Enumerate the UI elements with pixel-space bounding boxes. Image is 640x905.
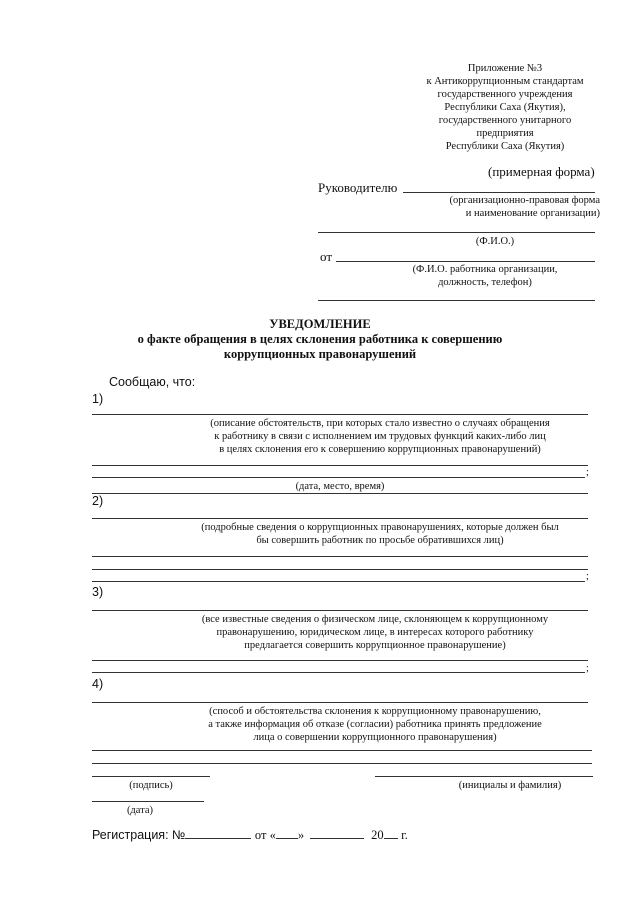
section-4-line [92, 763, 592, 764]
appendix-line: государственного учреждения [437, 89, 573, 100]
registration-day-blank [276, 827, 298, 839]
date-line [92, 801, 204, 802]
section-1-line [92, 414, 588, 415]
fio-caption: (Ф.И.О.) [475, 236, 515, 247]
caption-line: лица о совершении коррупционного правонарушения) [253, 732, 497, 743]
section-number: 4) [92, 677, 104, 691]
org-caption-line: (организационно-правовая форма [449, 195, 600, 206]
section-4-line [92, 702, 588, 703]
section-4-line [92, 750, 592, 751]
appendix-line: Республики Саха (Якутия), [444, 102, 566, 113]
caption-line: правонарушению, юридическом лице, в интересах которого работнику [216, 627, 534, 638]
caption-line: (подробные сведения о коррупционных правонарушениях, которые должен был [201, 522, 559, 533]
caption-line: к работнику в связи с исполнением им трудовых функций каких-либо лиц [214, 431, 546, 442]
semicolon: ; [586, 467, 589, 478]
section-2-caption [170, 521, 590, 547]
head-name-line [403, 192, 595, 193]
section-1-line [92, 477, 585, 478]
appendix-block [400, 62, 610, 153]
caption-line: (способ и обстоятельства склонения к коррупционному правонарушению, [209, 706, 541, 717]
section-3-line [92, 660, 588, 661]
employee-caption [395, 263, 575, 289]
caption-line: бы совершить работник по просьбе обратившихся лиц) [256, 535, 504, 546]
section-number: 1) [92, 392, 104, 406]
signature-line [92, 776, 210, 777]
appendix-line: предприятия [476, 128, 534, 139]
section-2-line [92, 556, 588, 557]
caption-line: (все известные сведения о физическом лице, склоняющем к коррупционному [201, 614, 549, 625]
registration-year-suffix: г. [401, 828, 408, 842]
registration-close-quote: » [297, 828, 305, 842]
document-title [100, 317, 540, 362]
section-3-caption [165, 613, 585, 652]
appendix-line: Приложение №3 [467, 63, 543, 74]
registration-row [92, 827, 408, 843]
section-1-line [92, 465, 588, 466]
title-line-3: коррупционных правонарушений [223, 347, 417, 361]
registration-month-blank [310, 827, 364, 839]
section-1-caption [170, 417, 590, 456]
title-line-2: о факте обращения в целях склонения работника к совершению [137, 332, 503, 346]
org-line [318, 232, 595, 233]
caption-line: а также информация об отказе (согласии) работника принять предложение [208, 719, 542, 730]
caption-line: предлагается совершить коррупционное правонарушение) [244, 640, 506, 651]
signature-caption: (подпись) [129, 780, 173, 791]
employee-line [336, 261, 595, 262]
registration-from: от « [254, 828, 276, 842]
title-line-1: УВЕДОМЛЕНИЕ [269, 317, 371, 331]
date-caption: (дата) [126, 805, 154, 816]
from-label: от [320, 249, 333, 264]
name-caption: (инициалы и фамилия) [458, 780, 562, 791]
caption-line: в целях склонения его к совершению коррупционных правонарушений) [219, 444, 541, 455]
appendix-line: государственного унитарного [438, 115, 572, 126]
employee-caption-line: должность, телефон) [438, 277, 532, 288]
section-2-line [92, 569, 588, 570]
org-caption-line: и наименование организации) [465, 208, 600, 219]
form-type: (примерная форма) [488, 164, 595, 179]
section-4-caption [165, 705, 585, 744]
registration-label: Регистрация: № [92, 828, 186, 842]
date-place-caption: (дата, место, время) [295, 481, 385, 492]
section-3-line [92, 610, 588, 611]
section-number: 2) [92, 494, 104, 508]
section-3-line [92, 672, 585, 673]
semicolon: ; [586, 571, 589, 582]
registration-number-blank [185, 827, 251, 839]
intro-text: Сообщаю, что: [109, 375, 196, 389]
semicolon: ; [586, 663, 589, 674]
section-2-line [92, 581, 585, 582]
org-caption [420, 194, 600, 220]
registration-year-blank [384, 827, 398, 839]
caption-line: (описание обстоятельств, при которых стало известно о случаях обращения [210, 418, 550, 429]
name-line [375, 776, 593, 777]
appendix-line: Республики Саха (Якутия) [445, 141, 565, 152]
registration-year-prefix: 20 [371, 828, 384, 842]
section-2-line [92, 518, 588, 519]
section-number: 3) [92, 585, 104, 599]
employee-caption-line: (Ф.И.О. работника организации, [412, 264, 558, 275]
appendix-line: к Антикоррупционным стандартам [426, 76, 584, 87]
to-label: Руководителю [318, 180, 398, 195]
employee-line-2 [318, 300, 595, 301]
section-1-line [92, 493, 588, 494]
